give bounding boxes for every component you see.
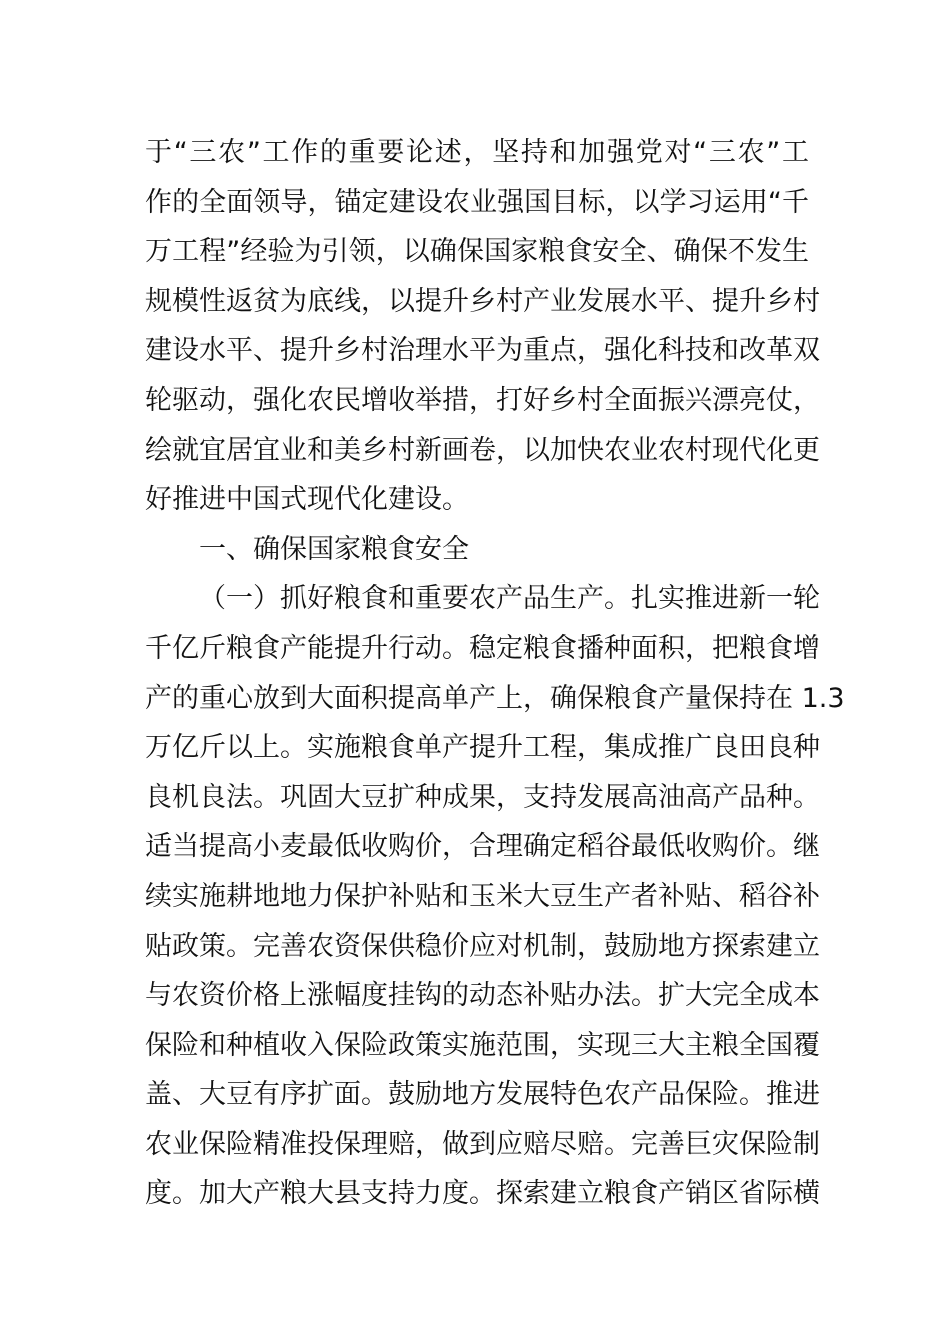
text-line: 规模性返贫为底线，以提升乡村产业发展水平、提升乡村 — [145, 285, 820, 317]
text-line: 度。加大产粮大县支持力度。探索建立粮食产销区省际横 — [145, 1178, 820, 1210]
subsection-heading-line: （一）抓好粮食和重要农产品生产。扎实推进新一轮 — [199, 583, 820, 615]
text-line: 适当提高小麦最低收购价，合理确定稻谷最低收购价。继 — [145, 831, 820, 863]
text-line: 轮驱动，强化农民增收举措，打好乡村全面振兴漂亮仗， — [145, 384, 820, 416]
text-line: 作的全面领导，锚定建设农业强国目标，以学习运用“千 — [145, 186, 809, 218]
text-line: 保险和种植收入保险政策实施范围，实现三大主粮全国覆 — [145, 1029, 820, 1061]
body-text — [145, 128, 845, 1219]
text-line: 万工程”经验为引领，以确保国家粮食安全、确保不发生 — [145, 236, 809, 268]
text-line: 农业保险精准投保理赔，做到应赔尽赔。完善巨灾保险制 — [145, 1128, 820, 1160]
text-line: 好推进中国式现代化建设。 — [145, 484, 469, 516]
section-heading: 一、确保国家粮食安全 — [199, 533, 469, 565]
text-line: 绘就宜居宜业和美乡村新画卷，以加快农业农村现代化更 — [145, 434, 820, 466]
text-line: 贴政策。完善农资保供稳价应对机制，鼓励地方探索建立 — [145, 930, 820, 962]
text-line: 产的重心放到大面积提高单产上，确保粮食产量保持在 1.3 — [145, 682, 845, 714]
text-line: 与农资价格上涨幅度挂钩的动态补贴办法。扩大完全成本 — [145, 980, 820, 1012]
text-line: 续实施耕地地力保护补贴和玉米大豆生产者补贴、稻谷补 — [145, 880, 820, 912]
text-line: 千亿斤粮食产能提升行动。稳定粮食播种面积，把粮食增 — [145, 632, 820, 664]
text-line: 良机良法。巩固大豆扩种成果，支持发展高油高产品种。 — [145, 781, 820, 813]
text-line: 盖、大豆有序扩面。鼓励地方发展特色农产品保险。推进 — [145, 1079, 820, 1111]
text-line: 于“三农”工作的重要论述，坚持和加强党对“三农”工 — [145, 137, 809, 168]
text-line: 万亿斤以上。实施粮食单产提升工程，集成推广良田良种 — [145, 732, 820, 764]
text-line: 建设水平、提升乡村治理水平为重点，强化科技和改革双 — [145, 335, 820, 367]
